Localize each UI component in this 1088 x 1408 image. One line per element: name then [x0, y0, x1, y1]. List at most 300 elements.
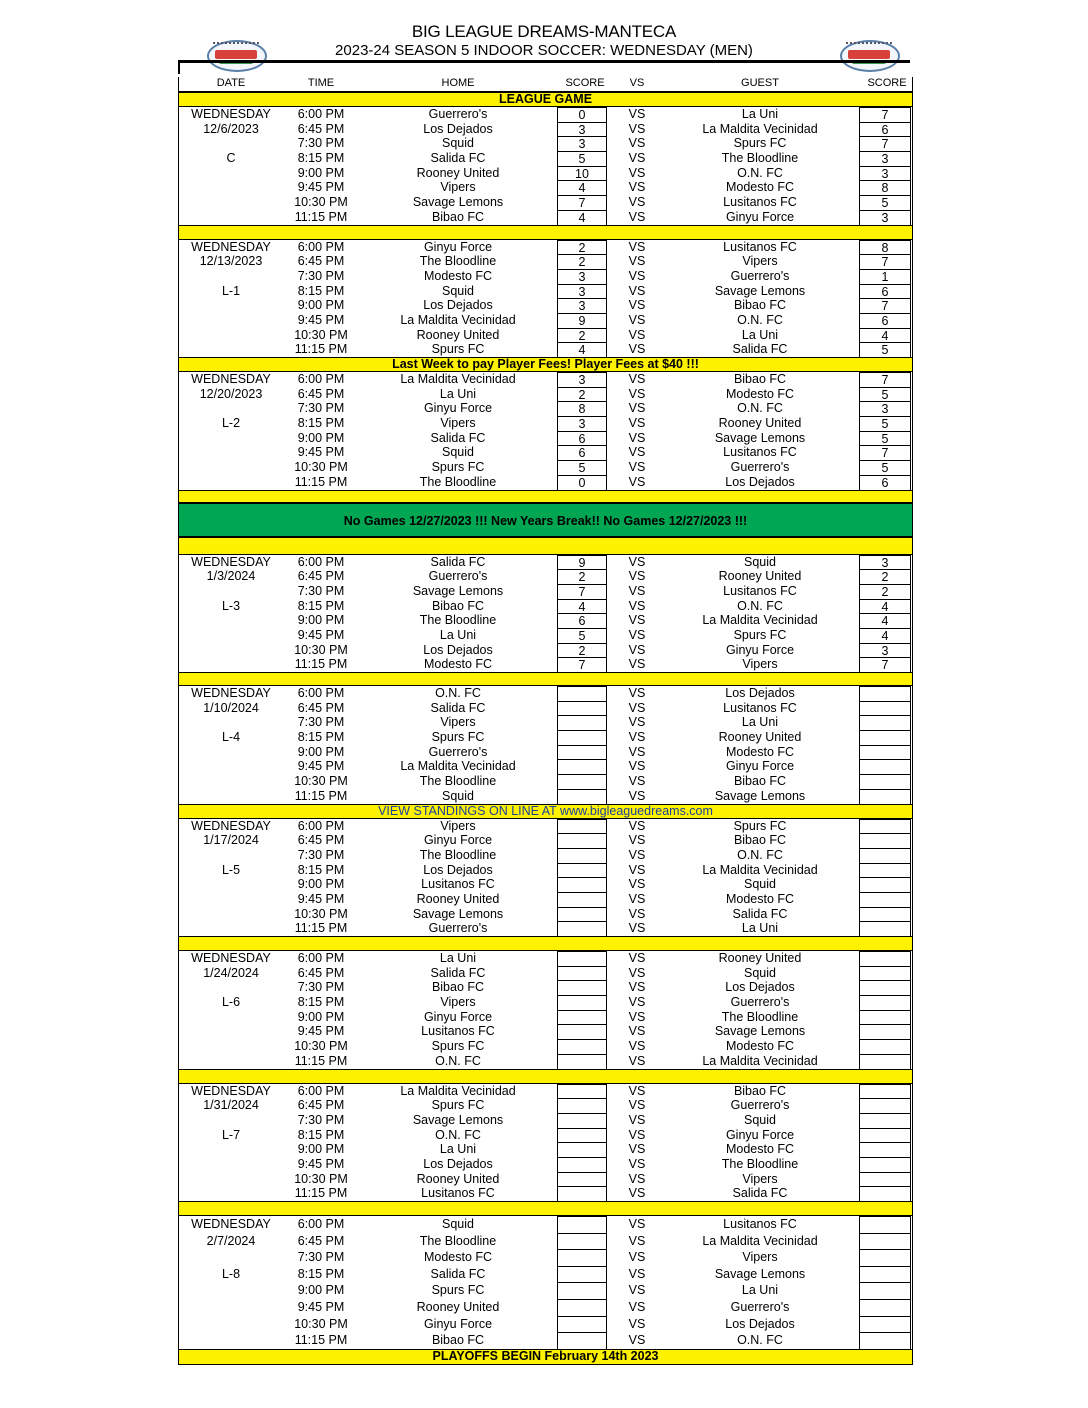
home-team: Bibao FC	[431, 980, 485, 995]
vs-label: VS	[628, 460, 646, 475]
home-score-box	[557, 1010, 607, 1026]
game-row	[179, 584, 912, 599]
vs-label: VS	[628, 715, 646, 730]
vs-label: VS	[628, 254, 646, 269]
guest-score-box	[859, 1249, 911, 1267]
guest-team: Ginyu Force	[725, 1127, 795, 1142]
game-time: 9:00 PM	[297, 1009, 345, 1024]
vs-label: VS	[628, 759, 646, 774]
game-time: 10:30 PM	[294, 1171, 348, 1186]
vs-label: VS	[628, 1233, 646, 1248]
home-score-box	[557, 1039, 607, 1055]
week-date: 12/6/2023	[203, 121, 259, 136]
home-team: Salida FC	[430, 700, 486, 715]
game-time: 10:30 PM	[294, 1039, 348, 1054]
home-score-box	[557, 921, 607, 937]
weekday-label: WEDNESDAY	[191, 239, 271, 254]
game-time: 6:00 PM	[297, 1217, 345, 1231]
home-score-box: 3	[557, 298, 607, 314]
game-row	[179, 195, 912, 210]
guest-score-box: 8	[859, 180, 911, 196]
home-team: The Bloodline	[419, 613, 497, 628]
guest-score-box	[859, 980, 911, 996]
guest-team: The Bloodline	[721, 151, 799, 166]
home-team: Salida FC	[430, 1266, 486, 1281]
guest-score-box	[859, 759, 911, 775]
game-time: 8:15 PM	[297, 862, 345, 877]
home-score-box	[557, 877, 607, 893]
game-time: 11:15 PM	[294, 1053, 348, 1068]
game-row	[179, 907, 912, 922]
game-time: 10:30 PM	[294, 327, 348, 342]
game-row	[179, 1113, 912, 1128]
game-row	[179, 1142, 912, 1157]
vs-label: VS	[628, 1127, 646, 1142]
col-home-score-header: SCORE	[565, 77, 605, 89]
week-date: 1/24/2024	[203, 965, 259, 980]
game-row	[179, 1332, 912, 1349]
guest-score-box: 1	[859, 269, 911, 285]
game-time: 6:00 PM	[297, 686, 345, 700]
home-score-box: 2	[557, 240, 607, 256]
vs-label: VS	[628, 965, 646, 980]
guest-score-box: 7	[859, 372, 911, 388]
game-time: 11:15 PM	[294, 657, 348, 672]
guest-score-box: 5	[859, 416, 911, 432]
vs-label: VS	[628, 1053, 646, 1068]
guest-team: Vipers	[742, 1171, 778, 1186]
game-row	[179, 431, 912, 446]
game-row	[179, 921, 912, 936]
home-team: La Uni	[439, 1142, 477, 1157]
game-row	[179, 445, 912, 460]
game-row	[179, 1266, 912, 1283]
game-time: 6:45 PM	[297, 569, 345, 584]
game-row	[179, 210, 912, 225]
game-time: 7:30 PM	[297, 1112, 345, 1127]
week-code: L-1	[221, 283, 241, 298]
vs-label: VS	[628, 1009, 646, 1024]
home-team: Spurs FC	[431, 1039, 485, 1054]
vs-label: VS	[628, 1171, 646, 1186]
home-score-box	[557, 1332, 607, 1350]
vs-label: VS	[628, 1098, 646, 1113]
game-row	[179, 774, 912, 789]
vs-label: VS	[628, 906, 646, 921]
game-time: 7:30 PM	[297, 715, 345, 730]
vs-label: VS	[628, 877, 646, 892]
guest-team: Savage Lemons	[714, 788, 806, 803]
vs-label: VS	[628, 445, 646, 460]
vs-label: VS	[628, 1333, 646, 1348]
home-score-box: 7	[557, 657, 607, 673]
home-team: The Bloodline	[419, 774, 497, 789]
game-time: 9:45 PM	[297, 1299, 345, 1314]
home-team: Spurs FC	[431, 1098, 485, 1113]
home-score-box	[557, 774, 607, 790]
guest-team: Squid	[744, 965, 776, 980]
game-row	[179, 1233, 912, 1250]
weekday-label: WEDNESDAY	[191, 372, 271, 386]
guest-team: O.N. FC	[737, 847, 783, 862]
game-row	[179, 613, 912, 628]
game-time: 9:45 PM	[297, 180, 345, 195]
guest-team: Bibao FC	[733, 774, 787, 789]
guest-score-box	[859, 1024, 911, 1040]
game-time: 11:15 PM	[294, 342, 348, 357]
vs-label: VS	[628, 1083, 646, 1098]
vs-label: VS	[628, 268, 646, 283]
guest-score-box	[859, 745, 911, 761]
guest-score-box: 6	[859, 475, 911, 491]
home-team: Bibao FC	[431, 209, 485, 224]
game-row	[179, 1128, 912, 1143]
week-code: L-3	[221, 598, 241, 613]
game-time: 11:15 PM	[294, 474, 348, 489]
game-row	[179, 1316, 912, 1333]
home-team: Squid	[442, 136, 474, 151]
guest-score-box	[859, 715, 911, 731]
game-row	[179, 1010, 912, 1025]
home-score-box	[557, 892, 607, 908]
game-time: 10:30 PM	[294, 906, 348, 921]
home-team: Ginyu Force	[423, 1009, 493, 1024]
game-time: 8:15 PM	[297, 283, 345, 298]
game-row	[179, 1039, 912, 1054]
week-code: L-8	[221, 1266, 241, 1281]
home-team: Spurs FC	[431, 460, 485, 475]
week-separator	[179, 490, 912, 503]
home-team: Salida FC	[430, 430, 486, 445]
game-time: 6:45 PM	[297, 254, 345, 269]
game-time: 7:30 PM	[297, 136, 345, 151]
vs-label: VS	[628, 847, 646, 862]
guest-score-box: 7	[859, 136, 911, 152]
guest-score-box: 6	[859, 284, 911, 300]
home-team: Bibao FC	[431, 598, 485, 613]
guest-score-box	[859, 1233, 911, 1251]
guest-score-box: 5	[859, 342, 911, 358]
game-row	[179, 877, 912, 892]
home-team: Vipers	[440, 995, 476, 1010]
guest-score-box: 3	[859, 401, 911, 417]
col-guest-header: GUEST	[741, 77, 779, 89]
guest-team: Rooney United	[718, 951, 802, 965]
game-row	[179, 387, 912, 402]
guest-team: La Maldita Vecinidad	[702, 613, 818, 628]
guest-score-box	[859, 1316, 911, 1334]
guest-team: The Bloodline	[721, 1009, 799, 1024]
game-time: 10:30 PM	[294, 195, 348, 210]
page-title: BIG LEAGUE DREAMS-MANTECA	[411, 22, 677, 41]
guest-team: Lusitanos FC	[723, 239, 797, 254]
guest-team: Savage Lemons	[714, 283, 806, 298]
game-time: 6:00 PM	[297, 372, 345, 386]
guest-team: La Uni	[741, 107, 779, 121]
week-date: 1/17/2024	[203, 833, 259, 848]
home-score-box	[557, 1128, 607, 1144]
vs-label: VS	[628, 1266, 646, 1281]
game-row	[179, 569, 912, 584]
week-date: 1/10/2024	[203, 700, 259, 715]
guest-score-box	[859, 774, 911, 790]
game-time: 8:15 PM	[297, 1266, 345, 1281]
home-score-box: 3	[557, 136, 607, 152]
game-time: 6:00 PM	[297, 554, 345, 569]
game-row	[179, 599, 912, 614]
home-team: Rooney United	[416, 1171, 500, 1186]
game-row	[179, 1216, 912, 1233]
guest-score-box	[859, 907, 911, 923]
guest-score-box	[859, 1113, 911, 1129]
home-team: Guerrero's	[428, 569, 488, 584]
home-team: La Uni	[439, 627, 477, 642]
guest-score-box	[859, 789, 911, 805]
guest-score-box: 7	[859, 254, 911, 270]
game-row	[179, 715, 912, 730]
game-row	[179, 745, 912, 760]
home-score-box: 2	[557, 569, 607, 585]
guest-team: Savage Lemons	[714, 1024, 806, 1039]
weekday-label: WEDNESDAY	[191, 107, 271, 121]
vs-label: VS	[628, 613, 646, 628]
vs-label: VS	[628, 1186, 646, 1201]
home-team: O.N. FC	[435, 1127, 481, 1142]
home-score-box	[557, 1054, 607, 1070]
guest-team: Los Dejados	[725, 686, 795, 700]
guest-score-box	[859, 1299, 911, 1317]
guest-score-box: 7	[859, 657, 911, 673]
week-date: 12/20/2023	[199, 386, 263, 401]
vs-label: VS	[628, 1217, 646, 1231]
guest-team: Modesto FC	[725, 891, 795, 906]
home-team: The Bloodline	[419, 254, 497, 269]
vs-label: VS	[628, 1299, 646, 1314]
game-row	[179, 151, 912, 166]
game-row	[179, 980, 912, 995]
home-score-box: 9	[557, 555, 607, 571]
home-team: Vipers	[440, 180, 476, 195]
guest-score-box: 4	[859, 628, 911, 644]
game-row	[179, 643, 912, 658]
vs-label: VS	[628, 980, 646, 995]
home-score-box: 7	[557, 195, 607, 211]
home-team: Vipers	[440, 818, 476, 833]
guest-score-box: 2	[859, 569, 911, 585]
guest-team: Los Dejados	[725, 474, 795, 489]
game-row	[179, 833, 912, 848]
vs-label: VS	[628, 730, 646, 745]
game-time: 6:45 PM	[297, 1098, 345, 1113]
week-code: C	[226, 151, 236, 166]
home-score-box: 0	[557, 475, 607, 491]
banner-playoffs: PLAYOFFS BEGIN February 14th 2023	[179, 1349, 912, 1364]
game-row	[179, 863, 912, 878]
game-time: 9:45 PM	[297, 627, 345, 642]
vs-label: VS	[628, 401, 646, 416]
home-score-box	[557, 1024, 607, 1040]
guest-score-box	[859, 1157, 911, 1173]
game-time: 8:15 PM	[297, 416, 345, 431]
game-time: 6:00 PM	[297, 951, 345, 965]
game-row	[179, 789, 912, 804]
game-time: 8:15 PM	[297, 995, 345, 1010]
game-time: 7:30 PM	[297, 980, 345, 995]
home-score-box: 3	[557, 269, 607, 285]
guest-team: Spurs FC	[733, 818, 787, 833]
game-row	[179, 1098, 912, 1113]
game-row	[179, 730, 912, 745]
weekday-label: WEDNESDAY	[191, 951, 271, 965]
home-team: Guerrero's	[428, 744, 488, 759]
home-score-box	[557, 995, 607, 1011]
vs-label: VS	[628, 598, 646, 613]
vs-label: VS	[628, 642, 646, 657]
vs-label: VS	[628, 298, 646, 313]
vs-label: VS	[628, 136, 646, 151]
vs-label: VS	[628, 700, 646, 715]
game-time: 7:30 PM	[297, 268, 345, 283]
home-team: Modesto FC	[423, 268, 493, 283]
guest-team: O.N. FC	[737, 598, 783, 613]
home-team: Spurs FC	[431, 730, 485, 745]
home-team: Salida FC	[430, 965, 486, 980]
home-team: Lusitanos FC	[421, 1024, 495, 1039]
game-row	[179, 166, 912, 181]
home-score-box	[557, 966, 607, 982]
game-row	[179, 1054, 912, 1069]
guest-score-box	[859, 892, 911, 908]
game-time: 11:15 PM	[294, 1186, 348, 1201]
game-row	[179, 686, 912, 701]
guest-score-box: 5	[859, 460, 911, 476]
game-time: 6:00 PM	[297, 1083, 345, 1098]
home-score-box: 6	[557, 445, 607, 461]
home-team: Savage Lemons	[412, 195, 504, 210]
home-team: Los Dejados	[423, 862, 493, 877]
game-time: 11:15 PM	[294, 1333, 348, 1348]
guest-score-box	[859, 995, 911, 1011]
top-rule-tick	[178, 60, 180, 74]
home-team: Ginyu Force	[423, 239, 493, 254]
guest-score-box: 3	[859, 210, 911, 226]
guest-score-box: 2	[859, 584, 911, 600]
weekday-label: WEDNESDAY	[191, 554, 271, 569]
home-score-box	[557, 1084, 607, 1100]
home-team: Rooney United	[416, 891, 500, 906]
guest-team: Modesto FC	[725, 1142, 795, 1157]
home-team: Lusitanos FC	[421, 1186, 495, 1201]
guest-team: Ginyu Force	[725, 209, 795, 224]
game-time: 7:30 PM	[297, 401, 345, 416]
game-time: 11:15 PM	[294, 788, 348, 803]
weekday-label: WEDNESDAY	[191, 686, 271, 700]
guest-score-box	[859, 833, 911, 849]
home-score-box	[557, 1249, 607, 1267]
home-team: Squid	[442, 1217, 474, 1231]
guest-team: Los Dejados	[725, 1316, 795, 1331]
week-code: L-4	[221, 730, 241, 745]
vs-label: VS	[628, 891, 646, 906]
guest-team: La Uni	[741, 1283, 779, 1298]
banner-fees: Last Week to pay Player Fees! Player Fees at $40 !!!	[179, 357, 912, 372]
guest-team: Salida FC	[732, 342, 788, 357]
guest-team: Rooney United	[718, 730, 802, 745]
home-team: Los Dejados	[423, 642, 493, 657]
game-time: 9:45 PM	[297, 1024, 345, 1039]
game-time: 7:30 PM	[297, 847, 345, 862]
game-row	[179, 1282, 912, 1299]
guest-score-box	[859, 1084, 911, 1100]
banner-standings: VIEW STANDINGS ON LINE AT www.bigleaguedreams.com	[179, 804, 912, 819]
game-time: 9:45 PM	[297, 759, 345, 774]
home-score-box: 2	[557, 328, 607, 344]
guest-team: La Uni	[741, 327, 779, 342]
home-score-box: 4	[557, 342, 607, 358]
home-score-box	[557, 686, 607, 702]
week-date: 12/13/2023	[199, 254, 263, 269]
guest-team: Spurs FC	[733, 627, 787, 642]
home-team: Guerrero's	[428, 107, 488, 121]
home-score-box: 9	[557, 313, 607, 329]
game-row	[179, 1157, 912, 1172]
game-row	[179, 136, 912, 151]
home-team: Los Dejados	[423, 298, 493, 313]
column-header-row	[179, 77, 912, 92]
guest-score-box	[859, 1216, 911, 1234]
guest-score-box	[859, 1172, 911, 1188]
home-team: Lusitanos FC	[421, 877, 495, 892]
guest-team: Modesto FC	[725, 180, 795, 195]
game-row	[179, 269, 912, 284]
vs-label: VS	[628, 569, 646, 584]
game-row	[179, 951, 912, 966]
vs-label: VS	[628, 327, 646, 342]
home-score-box	[557, 745, 607, 761]
home-team: Savage Lemons	[412, 1112, 504, 1127]
schedule-table	[178, 77, 913, 1365]
game-time: 6:45 PM	[297, 700, 345, 715]
home-score-box: 4	[557, 180, 607, 196]
vs-label: VS	[628, 312, 646, 327]
home-score-box: 7	[557, 584, 607, 600]
week-date: 2/7/2024	[206, 1233, 256, 1248]
home-team: Squid	[442, 283, 474, 298]
vs-label: VS	[628, 774, 646, 789]
vs-label: VS	[628, 180, 646, 195]
game-time: 6:45 PM	[297, 833, 345, 848]
home-team: O.N. FC	[435, 1053, 481, 1068]
guest-score-box	[859, 730, 911, 746]
guest-team: Bibao FC	[733, 1083, 787, 1098]
home-team: Ginyu Force	[423, 833, 493, 848]
guest-team: O.N. FC	[737, 165, 783, 180]
col-guest-score-header: SCORE	[867, 77, 907, 89]
week-separator	[179, 1201, 912, 1216]
home-team: Los Dejados	[423, 1156, 493, 1171]
top-rule	[178, 60, 910, 63]
game-time: 9:00 PM	[297, 744, 345, 759]
home-team: O.N. FC	[435, 686, 481, 700]
game-time: 9:45 PM	[297, 312, 345, 327]
home-score-box	[557, 701, 607, 717]
home-score-box	[557, 907, 607, 923]
game-row	[179, 180, 912, 195]
game-row	[179, 298, 912, 313]
guest-score-box	[859, 1128, 911, 1144]
home-score-box	[557, 715, 607, 731]
vs-label: VS	[628, 283, 646, 298]
